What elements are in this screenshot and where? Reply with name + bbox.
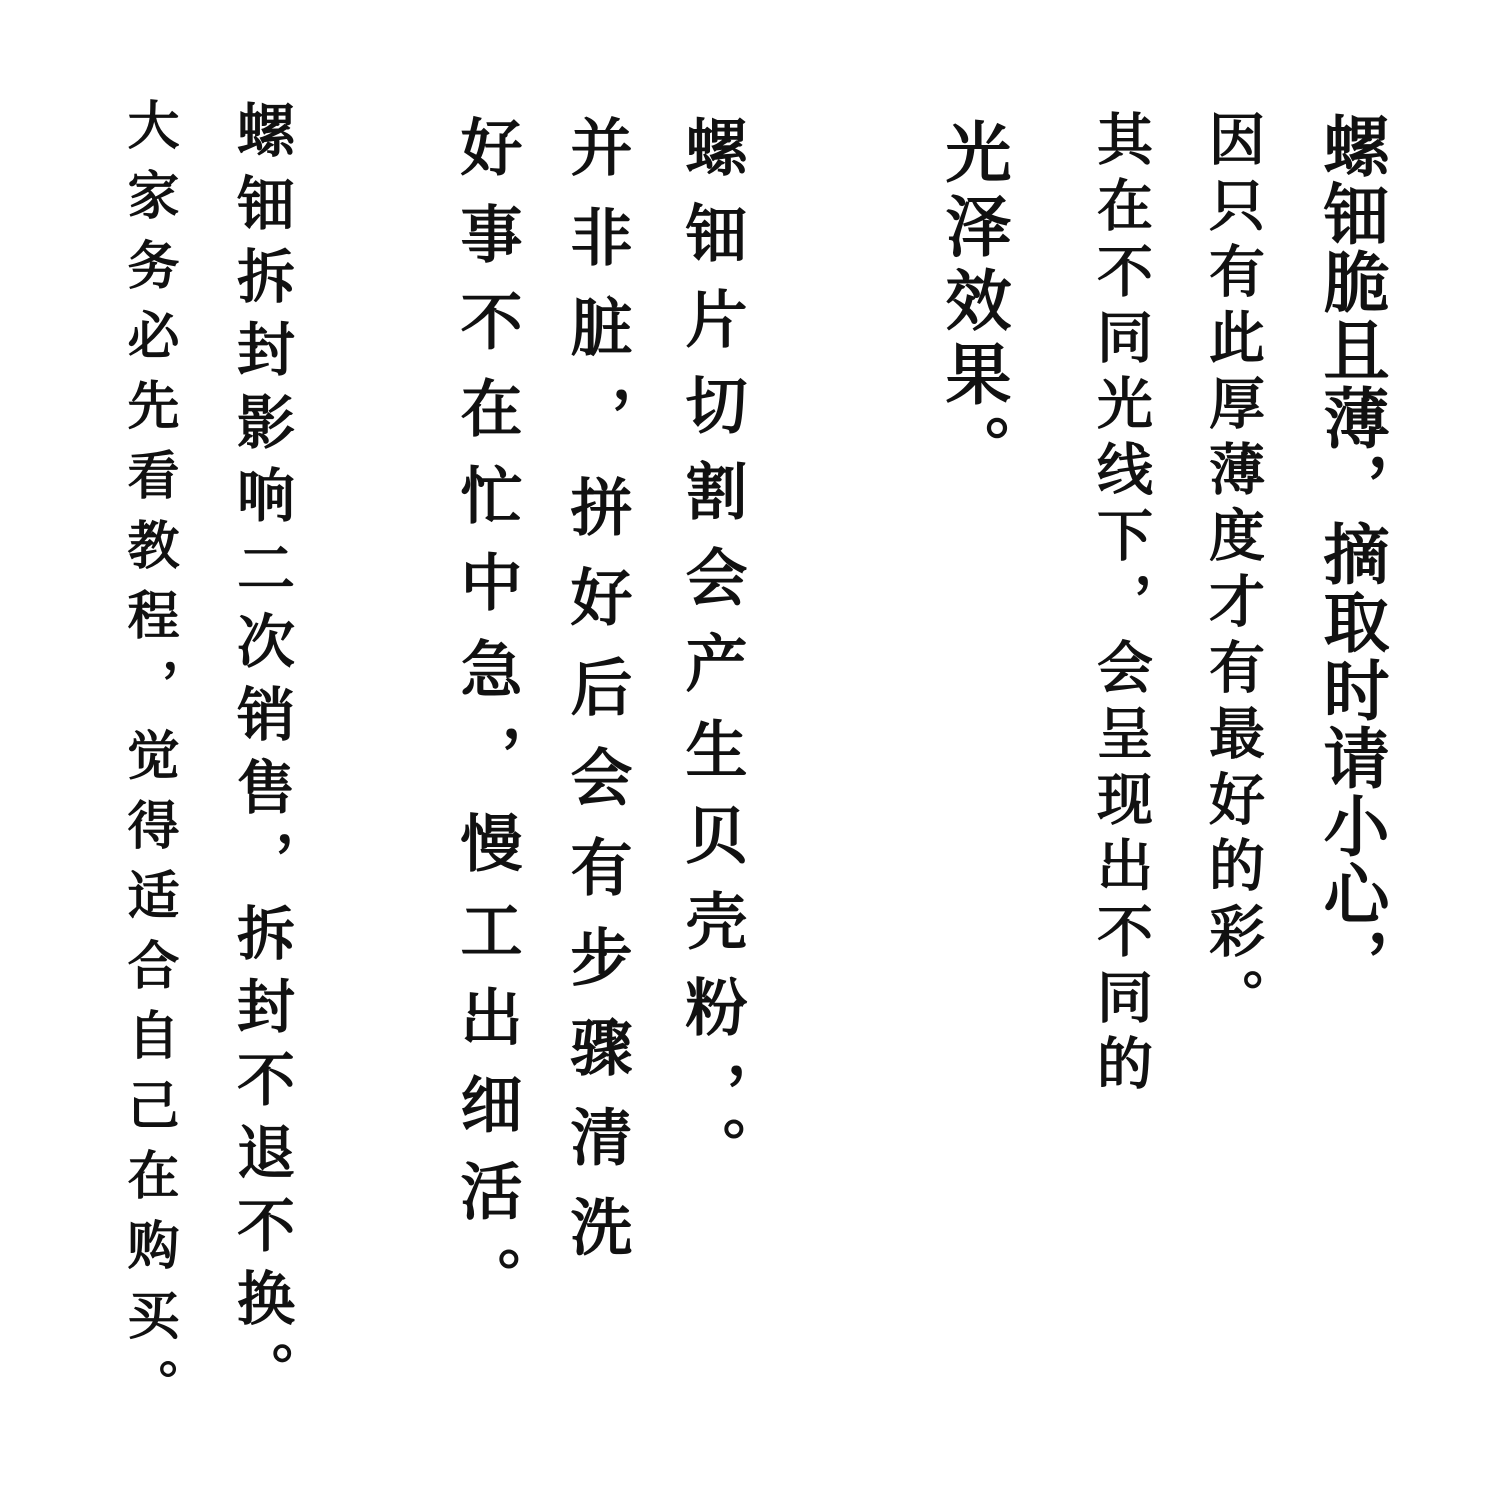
- text-column-4: 光泽效果。: [934, 118, 1012, 488]
- text-column-8: 螺钿拆封影响二次销售，拆封不退不换。: [227, 100, 295, 1414]
- text-column-1: 螺钿脆且薄，摘取时请小心，: [1312, 112, 1390, 996]
- text-column-3: 其在不同光线下，会呈现出不同的: [1088, 110, 1154, 1100]
- text-column-9: 大家务必先看教程，觉得适合自己在购买。: [118, 98, 179, 1428]
- text-column-2: 因只有此厚薄度才有最好的彩。: [1200, 110, 1266, 1034]
- text-column-5: 螺钿片切割会产生贝壳粉，。: [675, 115, 748, 1202]
- text-column-6: 并非脏，拼好后会有步骤清洗: [560, 115, 633, 1285]
- text-column-7: 好事不在忙中急，慢工出细活。: [450, 115, 523, 1333]
